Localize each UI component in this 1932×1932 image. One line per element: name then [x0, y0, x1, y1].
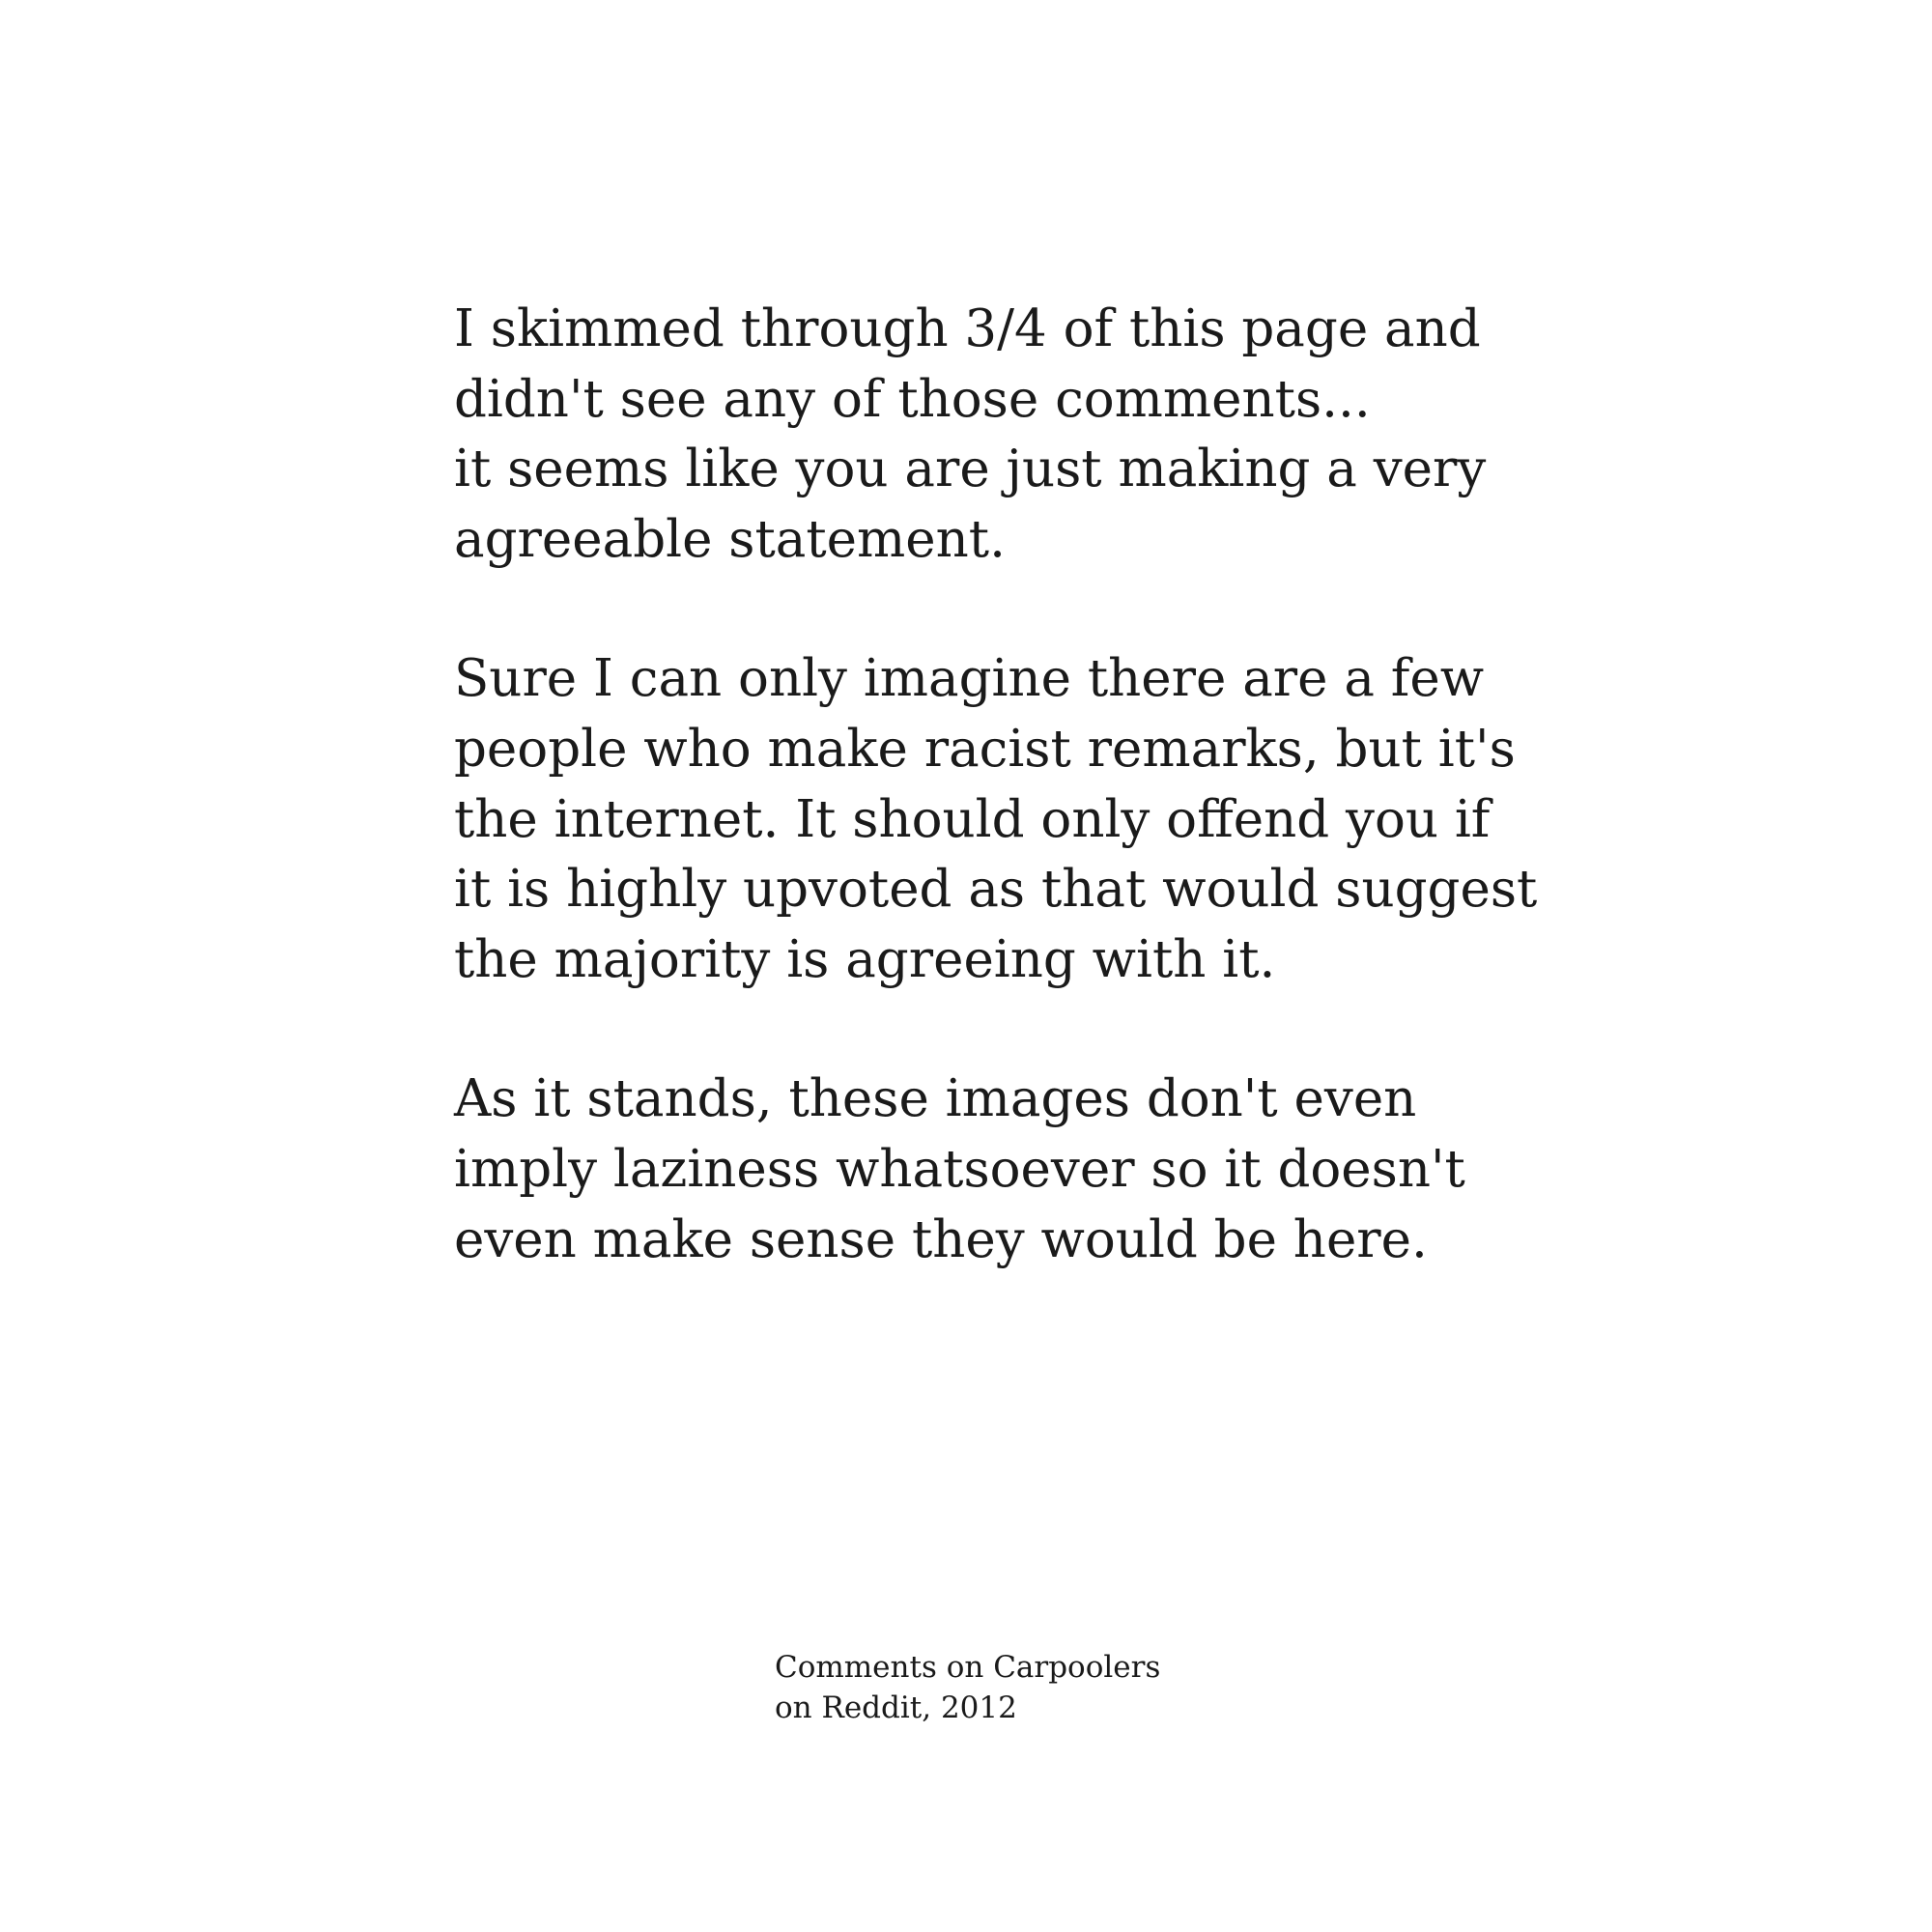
- text-line: Sure I can only imagine there are a few: [454, 649, 1485, 709]
- paragraph-2: [454, 644, 1729, 995]
- text-line: I skimmed through 3/4 of this page and: [454, 299, 1481, 358]
- text-line: even make sense they would be here.: [454, 1209, 1428, 1269]
- text-line: it is highly upvoted as that would suggest: [454, 860, 1538, 920]
- text-line: people who make racist remarks, but it's: [454, 719, 1516, 779]
- paragraph-3: [454, 1065, 1729, 1275]
- text-line: didn't see any of those comments...: [454, 369, 1371, 429]
- source-caption: [775, 1647, 1451, 1728]
- comment-text: [454, 295, 1729, 1345]
- caption-line: Comments on Carpoolers: [775, 1650, 1161, 1685]
- text-line: As it stands, these images don't even: [454, 1069, 1417, 1129]
- caption-line: on Reddit, 2012: [775, 1690, 1017, 1725]
- text-line: imply laziness whatsoever so it doesn't: [454, 1139, 1465, 1199]
- text-line: agreeable statement.: [454, 509, 1006, 569]
- text-line: the majority is agreeing with it.: [454, 929, 1276, 989]
- text-line: the internet. It should only offend you if: [454, 789, 1491, 849]
- paragraph-1: [454, 295, 1729, 575]
- text-line: it seems like you are just making a very: [454, 440, 1487, 499]
